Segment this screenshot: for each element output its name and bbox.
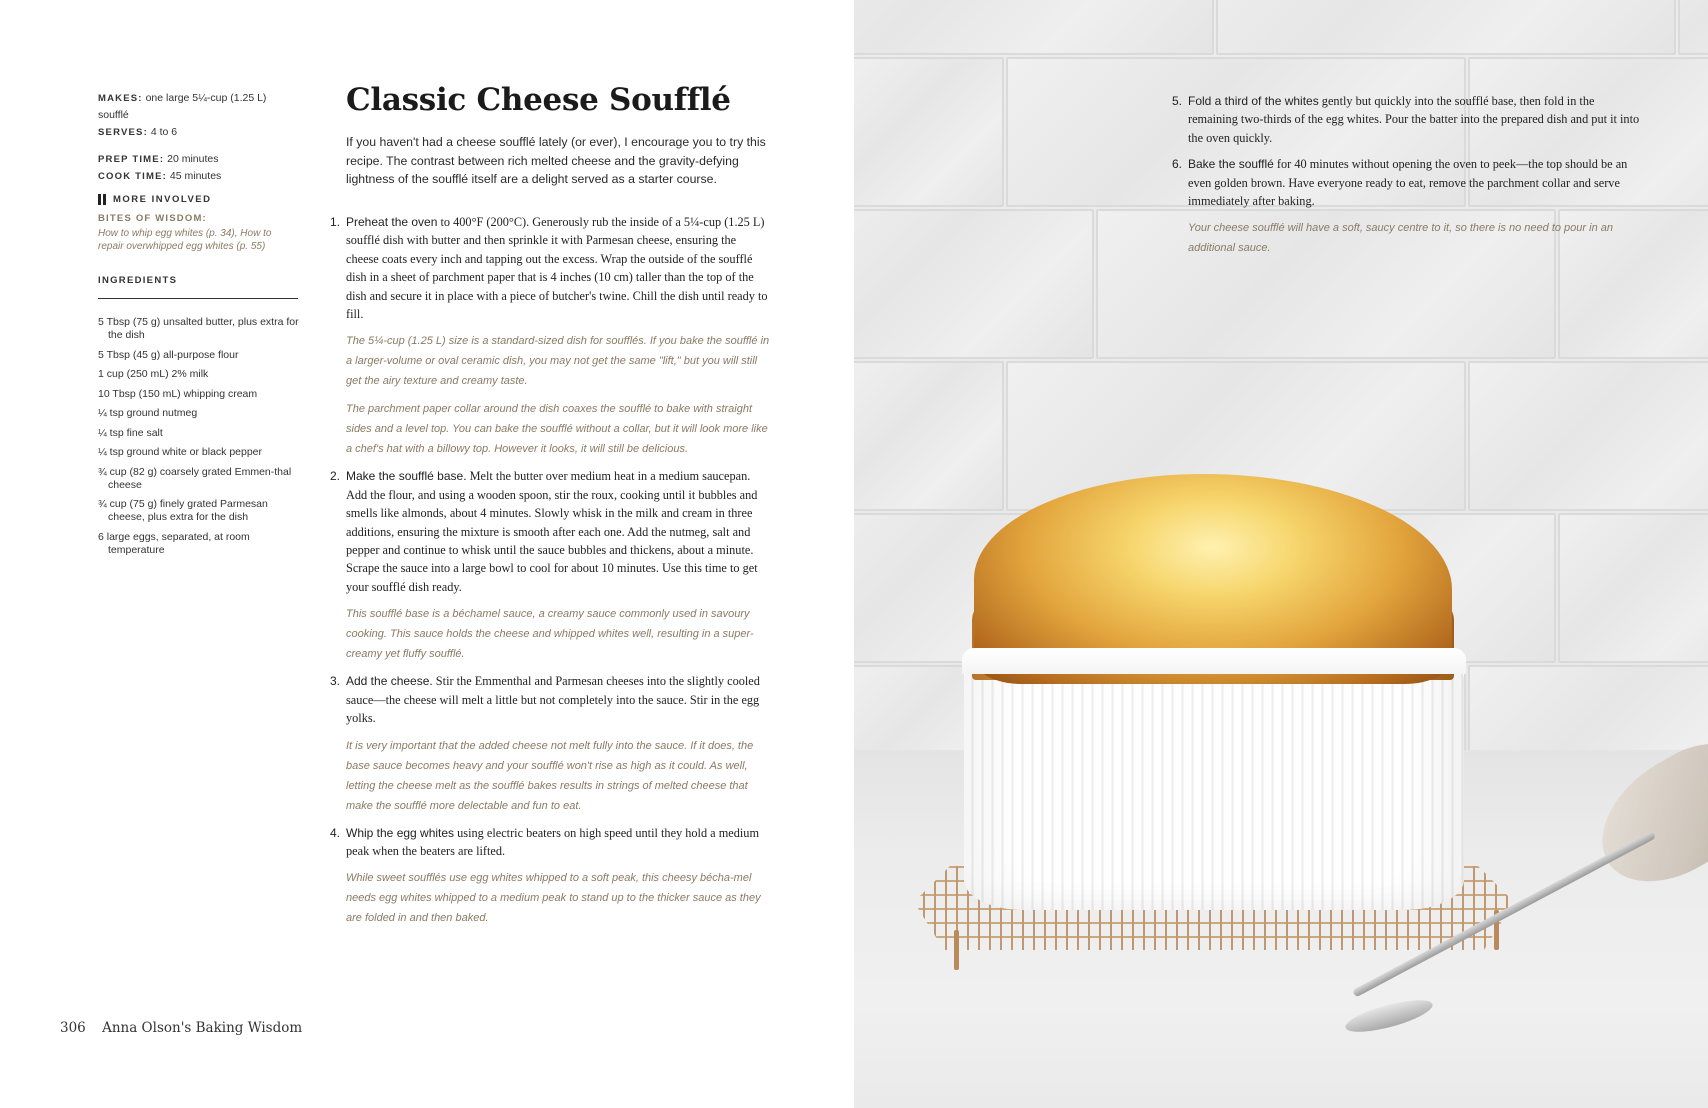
ingredient-item: 1 cup (250 mL) 2% milk bbox=[98, 368, 209, 380]
ingredient-item: 10 Tbsp (150 mL) whipping cream bbox=[98, 387, 258, 400]
recipe-title: Classic Cheese Soufflé bbox=[346, 82, 731, 118]
step-6: 6. Bake the soufflé for 40 minutes without opening the oven to peek—the top should be an even golden brown. Have everyone ready to eat, remove the parchment collar and serve immediately after baking. bbox=[1172, 157, 1628, 209]
bites-of-wisdom-text: How to whip egg whites (p. 34), How to repair overwhipped egg whites (p. 55) bbox=[98, 228, 272, 252]
step-2: 2. Make the soufflé base. Melt the butter over medium heat in a medium saucepan. Add the flour, and using a wooden spoon, stir the roux, cooking until it bubbles and smells like almonds, about 4 minutes. Slowly whisk in the milk and cream in three additions, ensuring the mixture is smooth after each one. Add the nutmeg, salt and pepper and continue to whisk until the sauce bubbles and thickens, about a minute. Scrape the sauce into a large bowl to cool for about 10 minutes. Use this time to get your soufflé dish ready. bbox=[330, 469, 758, 594]
recipe-meta bbox=[98, 90, 298, 253]
step-1: 1. Preheat the oven to 400°F (200°C). Generously rub the inside of a 5¼-cup (1.25 L) soufflé dish with butter and then sprinkle it with Parmesan cheese, ensuring the cheese coats every inch and tapping out the excess. Wrap the outside of the soufflé dish in a sheet of parchment paper that is 4 inches (10 cm) taller than the top of the dish and secure it in place with a piece of butcher's twine. Chill the dish until ready to fill. bbox=[330, 215, 768, 322]
step-note: While sweet soufflés use egg whites whipped to a soft peak, this cheesy bécha-mel needs egg whites whipped to a medium peak to stand up to the thicker sauce as they are folded in and then baked. bbox=[346, 872, 761, 925]
ramekin bbox=[964, 650, 1464, 910]
step-3: 3. Add the cheese. Stir the Emmenthal and Parmesan cheeses into the slightly cooled sauce—the cheese will melt a little but not completely into the sauce. Stir in the egg yolks. bbox=[330, 674, 760, 726]
ramekin-rim bbox=[962, 648, 1466, 674]
ingredient-item: ¾ cup (82 g) coarsely grated Emmen-thal cheese bbox=[98, 465, 292, 491]
utensils-icon bbox=[98, 194, 107, 205]
ingredient-item: ¼ tsp fine salt bbox=[98, 426, 163, 439]
method-steps-right bbox=[1172, 92, 1642, 266]
step-4: 4. Whip the egg whites using electric beaters on high speed until they hold a medium peak when the beaters are lifted. bbox=[330, 825, 760, 858]
souffle-photo bbox=[854, 0, 1708, 1108]
ingredient-item: ¼ tsp ground white or black pepper bbox=[98, 446, 263, 458]
step-note: The parchment paper collar around the dish coaxes the soufflé to bake with straight sides and a level top. You can bake the soufflé without a collar, but it will look more like a chef's hat with a billowy top. However it looks, it will still be delicious. bbox=[346, 403, 768, 456]
step-5: 5. Fold a third of the whites gently but quickly into the soufflé base, then fold in the remaining two-thirds of the egg whites. Pour the batter into the prepared dish and put it into the oven quickly. bbox=[1172, 94, 1640, 145]
recipe-intro: If you haven't had a cheese soufflé lately (or ever), I encourage you to try this recipe. The contrast between rich melted cheese and the gravity-defying lightness of the soufflé itself are a delight served as a starter course. bbox=[346, 135, 766, 186]
prep-time-line: PREP TIME: 20 minutes bbox=[98, 153, 219, 165]
ingredients-list bbox=[98, 316, 303, 563]
ingredient-item: ¼ tsp ground nutmeg bbox=[98, 407, 198, 419]
step-note: The 5¼-cup (1.25 L) size is a standard-sized dish for soufflés. If you bake the soufflé in a larger-volume or oval ceramic dish, you may not get the same "lift," but you will still get the airy texture and creamy taste. bbox=[346, 335, 770, 388]
difficulty-badge: MORE INVOLVED bbox=[98, 191, 298, 208]
bites-of-wisdom-label: BITES OF WISDOM: bbox=[98, 213, 207, 224]
step-note: This soufflé base is a béchamel sauce, a creamy sauce commonly used in savoury cooking. This sauce holds the cheese and whipped whites well, resulting in a super-creamy yet fluffy soufflé. bbox=[346, 608, 754, 661]
serves-line: SERVES: 4 to 6 bbox=[98, 126, 178, 138]
rack-leg bbox=[954, 930, 959, 970]
ingredients-heading: INGREDIENTS bbox=[98, 275, 298, 299]
ingredient-item: 5 Tbsp (75 g) unsalted butter, plus extra for the dish bbox=[98, 316, 299, 341]
page-number: 306 bbox=[60, 1020, 86, 1036]
ingredient-item: 5 Tbsp (45 g) all-purpose flour bbox=[98, 348, 239, 361]
method-steps-left bbox=[330, 213, 770, 936]
cook-time-line: COOK TIME: 45 minutes bbox=[98, 170, 222, 182]
book-title: Anna Olson's Baking Wisdom bbox=[102, 1020, 303, 1036]
step-note: Your cheese soufflé will have a soft, saucy centre to it, so there is no need to pour in an additional sauce. bbox=[1188, 222, 1613, 255]
ingredient-item: ¾ cup (75 g) finely grated Parmesan cheese, plus extra for the dish bbox=[98, 498, 268, 523]
step-note: It is very important that the added cheese not melt fully into the sauce. If it does, the base sauce becomes heavy and your soufflé won't rise as high as it could. As well, letting the cheese melt as the soufflé bakes results in strings of melted cheese that make the soufflé more delectable and fun to eat. bbox=[346, 739, 754, 812]
page-footer bbox=[60, 1020, 302, 1036]
ingredient-item: 6 large eggs, separated, at room temperature bbox=[98, 530, 250, 556]
makes-line: MAKES: one large 5¼-cup (1.25 L) soufflé bbox=[98, 92, 267, 121]
